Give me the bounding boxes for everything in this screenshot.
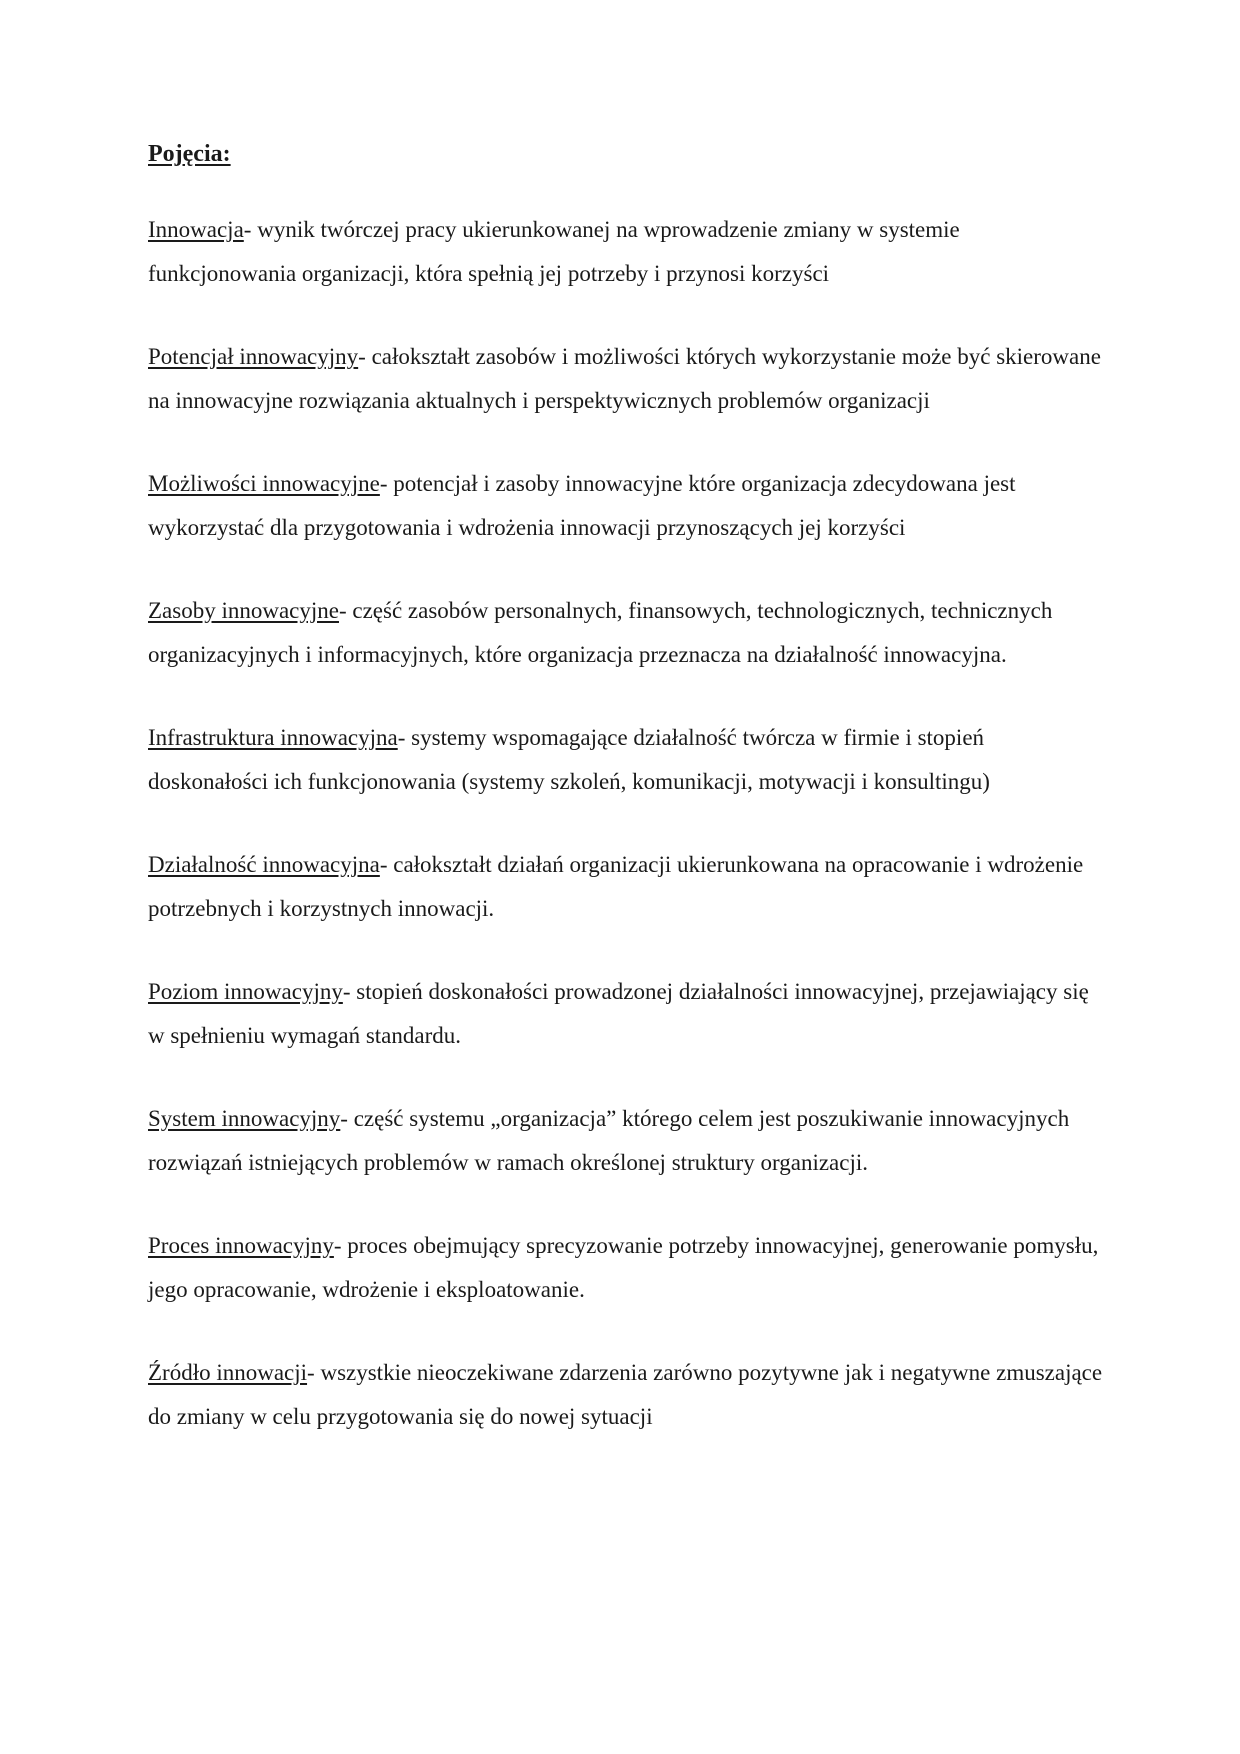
term: Źródło innowacji bbox=[148, 1360, 308, 1385]
term: Potencjał innowacyjny bbox=[148, 344, 359, 369]
term: Możliwości innowacyjne bbox=[148, 471, 380, 496]
document-title: Pojęcia: bbox=[148, 141, 231, 167]
definition-entry bbox=[148, 970, 1108, 1057]
definition: - systemy wspomagające działalność twórcza w firmie i stopień doskonałości ich funkcjonowania (systemy szkoleń, komunikacji, motywacji i konsultingu) bbox=[148, 725, 990, 794]
definition: - część zasobów personalnych, finansowych, technologicznych, technicznych organizacyjnych i informacyjnych, które organizacja przeznacza na działalność innowacyjna. bbox=[148, 598, 1053, 667]
definition-entry bbox=[148, 1351, 1108, 1438]
definition: - wszystkie nieoczekiwane zdarzenia zarówno pozytywne jak i negatywne zmuszające do zmiany w celu przygotowania się do nowej sytuacji bbox=[148, 1360, 1103, 1429]
definition: - część systemu „organizacja” którego celem jest poszukiwanie innowacyjnych rozwiązań istniejących problemów w ramach określonej struktury organizacji. bbox=[148, 1106, 1070, 1175]
definition: - potencjał i zasoby innowacyjne które organizacja zdecydowana jest wykorzystać dla przygotowania i wdrożenia innowacji przynoszących jej korzyści bbox=[148, 471, 1016, 540]
definition-entry bbox=[148, 462, 1108, 549]
definition-entry bbox=[148, 589, 1108, 676]
definition: - proces obejmujący sprecyzowanie potrzeby innowacyjnej, generowanie pomysłu, jego opracowanie, wdrożenie i eksploatowanie. bbox=[148, 1233, 1099, 1302]
definition-entry bbox=[148, 843, 1108, 930]
term: System innowacyjny bbox=[148, 1106, 341, 1131]
document-page bbox=[148, 138, 1108, 1478]
definition-entry bbox=[148, 208, 1108, 295]
definition-entry bbox=[148, 335, 1108, 422]
term: Proces innowacyjny bbox=[148, 1233, 334, 1258]
definition-entry bbox=[148, 1097, 1108, 1184]
definition-entry bbox=[148, 1224, 1108, 1311]
term: Poziom innowacyjny bbox=[148, 979, 343, 1004]
term: Innowacja bbox=[148, 217, 244, 242]
definition: - wynik twórczej pracy ukierunkowanej na wprowadzenie zmiany w systemie funkcjonowania organizacji, która spełnią jej potrzeby i przynosi korzyści bbox=[148, 217, 960, 286]
term: Infrastruktura innowacyjna bbox=[148, 725, 398, 750]
term: Zasoby innowacyjne bbox=[148, 598, 339, 623]
definition: - całokształt zasobów i możliwości których wykorzystanie może być skierowane na innowacyjne rozwiązania aktualnych i perspektywicznych problemów organizacji bbox=[148, 344, 1101, 413]
definition: - stopień doskonałości prowadzonej działalności innowacyjnej, przejawiający się w spełnieniu wymagań standardu. bbox=[148, 979, 1089, 1048]
definition-entry bbox=[148, 716, 1108, 803]
term: Działalność innowacyjna bbox=[148, 852, 380, 877]
definition: - całokształt działań organizacji ukierunkowana na opracowanie i wdrożenie potrzebnych i korzystnych innowacji. bbox=[148, 852, 1084, 921]
